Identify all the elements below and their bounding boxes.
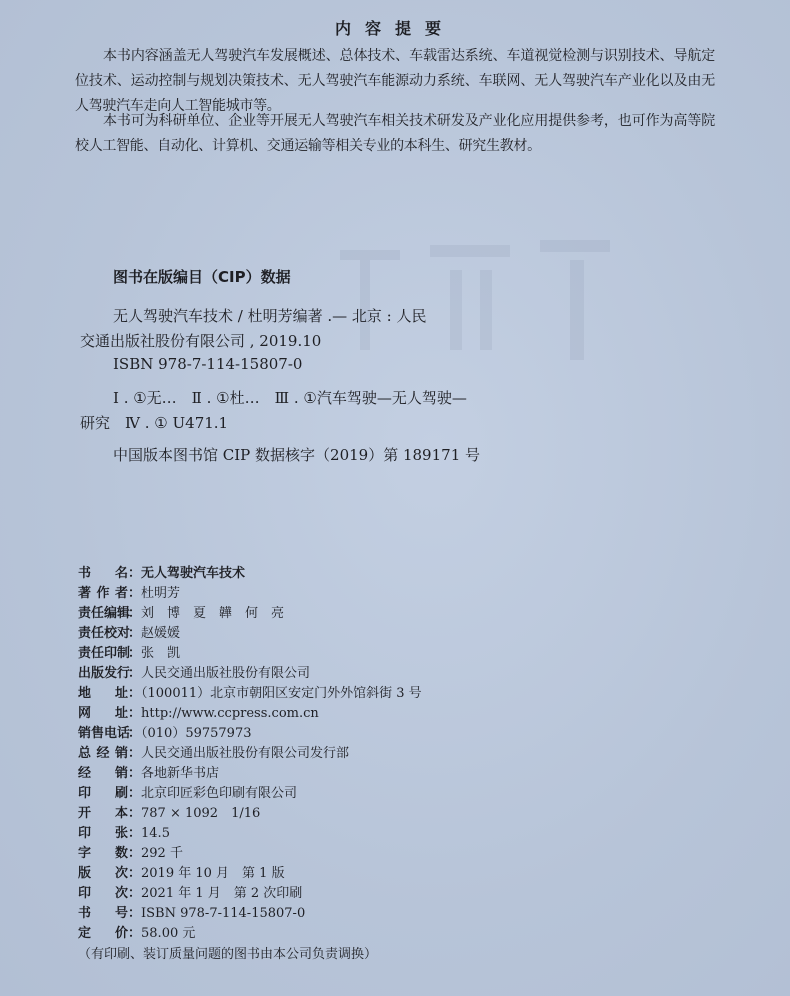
detail-row: 销售电话：（010）59757973	[78, 726, 252, 741]
cip-line-1: 无人驾驶汽车技术 / 杜明芳编著 .— 北京 : 人民	[113, 307, 427, 325]
cip-line-2: 交通出版社股份有限公司 , 2019.10	[80, 332, 322, 350]
detail-row: 版次：2019 年 10 月 第 1 版	[78, 866, 285, 881]
footnote: （有印刷、装订质量问题的图书由本公司负责调换）	[78, 947, 378, 962]
detail-row: 责任编辑：刘 博 夏 韡 何 亮	[78, 606, 285, 621]
detail-row: 著作者：杜明芳	[78, 586, 181, 601]
detail-row: 地址：（100011）北京市朝阳区安定门外外馆斜街 3 号	[78, 686, 422, 701]
detail-row: 字数：292 千	[78, 846, 183, 861]
detail-row: 网址：http://www.ccpress.com.cn	[78, 706, 319, 721]
summary-paragraph-2: 本书可为科研单位、企业等开展无人驾驶汽车相关技术研发及产业化应用提供参考，也可作为高等院校人工智能、自动化、计算机、交通运输等相关专业的本科生、研究生教材。	[75, 113, 715, 154]
detail-row: 印张：14.5	[78, 826, 170, 841]
detail-row: 书名：无人驾驶汽车技术	[78, 566, 246, 581]
summary-paragraph-1: 本书内容涵盖无人驾驶汽车发展概述、总体技术、车载雷达系统、车道视觉检测与识别技术、导航定位技术、运动控制与规划决策技术、无人驾驶汽车能源动力系统、车联网、无人驾驶汽车产业化以及由无人驾驶汽车走向人工智能城市等。	[75, 48, 715, 114]
detail-row: 定价：58.00 元	[78, 926, 196, 941]
detail-row: 总经销：人民交通出版社股份有限公司发行部	[78, 746, 350, 761]
cip-heading: 图书在版编目（CIP）数据	[113, 268, 291, 286]
detail-row: 责任校对：赵媛媛	[78, 626, 181, 641]
detail-row: 开本：787 × 1092 1/16	[78, 806, 261, 821]
summary-title: 内容提要	[334, 19, 455, 38]
detail-row: 经销：各地新华书店	[78, 766, 220, 781]
detail-row: 书号：ISBN 978-7-114-15807-0	[78, 906, 306, 921]
detail-row: 印刷：北京印匠彩色印刷有限公司	[78, 786, 298, 801]
cip-line-6: 中国版本图书馆 CIP 数据核字（2019）第 189171 号	[113, 446, 481, 464]
cip-line-5: 研究 Ⅳ . ① U471.1	[80, 414, 229, 432]
detail-row: 责任印制：张 凯	[78, 646, 181, 661]
detail-row: 出版发行：人民交通出版社股份有限公司	[78, 666, 311, 681]
cip-line-3: ISBN 978-7-114-15807-0	[113, 355, 303, 373]
detail-row: 印次：2021 年 1 月 第 2 次印刷	[78, 886, 303, 901]
cip-line-4: Ⅰ . ①无… Ⅱ . ①杜… Ⅲ . ①汽车驾驶—无人驾驶—	[113, 389, 467, 407]
